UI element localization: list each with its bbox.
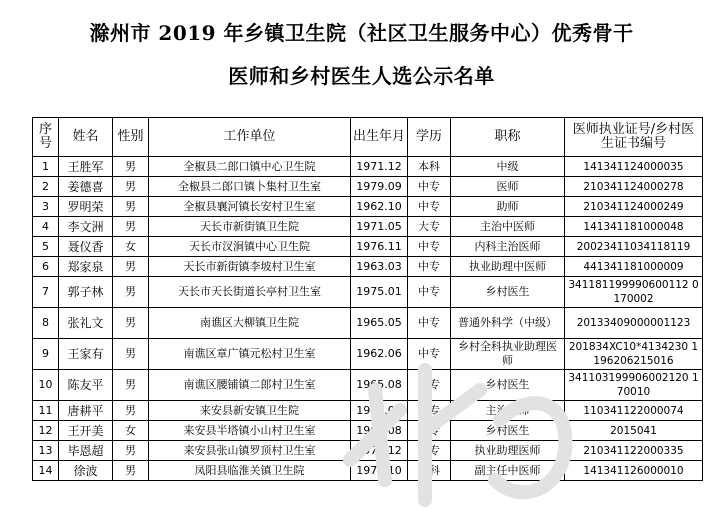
cell-seq: 12 (33, 421, 59, 441)
cell-title: 助师 (451, 197, 565, 217)
table-row (33, 197, 703, 217)
table-row (33, 277, 703, 308)
cell-workplace: 天长市新街镇李坡村卫生室 (149, 257, 351, 277)
cell-cert: 341181199990600112 0170002 (565, 277, 703, 308)
cell-title: 乡村医生 (451, 370, 565, 401)
table-row (33, 308, 703, 339)
cell-cert: 110341122000074 (565, 401, 703, 421)
cell-title: 乡村医生 (451, 277, 565, 308)
cell-name: 徐波 (59, 461, 113, 481)
cell-cert: 210341124000249 (565, 197, 703, 217)
cell-birth: 1979.09 (351, 177, 408, 197)
cell-gender: 男 (113, 441, 149, 461)
cell-workplace: 天长市新街镇卫生院 (149, 217, 351, 237)
cell-birth: 1975.01 (351, 277, 408, 308)
cell-seq: 9 (33, 339, 59, 370)
cell-education: 中专 (408, 277, 451, 308)
table-row (33, 217, 703, 237)
header-name: 姓名 (59, 118, 113, 157)
cell-education: 本科 (408, 157, 451, 177)
cell-gender: 男 (113, 461, 149, 481)
cell-gender: 男 (113, 401, 149, 421)
cell-seq: 10 (33, 370, 59, 401)
cell-birth: 1969.08 (351, 421, 408, 441)
cell-gender: 男 (113, 197, 149, 217)
cell-gender: 男 (113, 339, 149, 370)
table-row (33, 370, 703, 401)
cell-workplace: 南谯区章广镇元松村卫生室 (149, 339, 351, 370)
cell-cert: 210341124000278 (565, 177, 703, 197)
cell-title: 执业助理中医师 (451, 257, 565, 277)
cell-cert: 20133409000001123 (565, 308, 703, 339)
cell-workplace: 来安县半塔镇小山村卫生室 (149, 421, 351, 441)
header-cert: 医师执业证号/乡村医生证书编号 (565, 118, 703, 157)
cell-seq: 6 (33, 257, 59, 277)
header-title: 职称 (451, 118, 565, 157)
cell-title: 主治医师 (451, 401, 565, 421)
cell-name: 毕恩超 (59, 441, 113, 461)
cell-cert: 141341124000035 (565, 157, 703, 177)
cell-title: 内科主治医师 (451, 237, 565, 257)
cell-name: 李文洲 (59, 217, 113, 237)
cell-title: 副主任中医师 (451, 461, 565, 481)
cell-cert: 441341181000009 (565, 257, 703, 277)
cell-name: 张礼文 (59, 308, 113, 339)
cell-cert: 20023411034118119 (565, 237, 703, 257)
cell-name: 陈友平 (59, 370, 113, 401)
cell-gender: 男 (113, 308, 149, 339)
cell-education: 中专 (408, 339, 451, 370)
cell-education: 中专 (408, 308, 451, 339)
cell-workplace: 天长市天长街道长亭村卫生室 (149, 277, 351, 308)
cell-workplace: 全椒县襄河镇长安村卫生室 (149, 197, 351, 217)
cell-seq: 4 (33, 217, 59, 237)
table-row (33, 157, 703, 177)
cell-workplace: 天长市汊涧镇中心卫生院 (149, 237, 351, 257)
cell-education: 中专 (408, 421, 451, 441)
table-row (33, 257, 703, 277)
cell-seq: 3 (33, 197, 59, 217)
cell-birth: 1965.02 (351, 401, 408, 421)
header-education: 学历 (408, 118, 451, 157)
cell-name: 郭子林 (59, 277, 113, 308)
cell-birth: 1962.10 (351, 197, 408, 217)
cell-seq: 7 (33, 277, 59, 308)
cell-education: 中专 (408, 257, 451, 277)
cell-workplace: 南谯区大柳镇卫生院 (149, 308, 351, 339)
cell-seq: 11 (33, 401, 59, 421)
cell-gender: 女 (113, 421, 149, 441)
cell-seq: 14 (33, 461, 59, 481)
cell-cert: 141341181000048 (565, 217, 703, 237)
cell-gender: 男 (113, 370, 149, 401)
header-seq: 序号 (33, 118, 59, 157)
header-birth: 出生年月 (351, 118, 408, 157)
cell-title: 乡村全科执业助理医师 (451, 339, 565, 370)
table-row (33, 441, 703, 461)
table-row (33, 461, 703, 481)
document-title-line-2: 医师和乡村医生人选公示名单 (228, 64, 495, 88)
candidate-roster-table (32, 117, 703, 481)
header-gender: 性别 (113, 118, 149, 157)
cell-education: 中专 (408, 197, 451, 217)
cell-gender: 男 (113, 257, 149, 277)
cell-gender: 男 (113, 217, 149, 237)
table-row (33, 339, 703, 370)
cell-gender: 女 (113, 237, 149, 257)
cell-title: 主治中医师 (451, 217, 565, 237)
cell-cert: 2015041 (565, 421, 703, 441)
cell-education: 本科 (408, 461, 451, 481)
cell-title: 普通外科学（中级） (451, 308, 565, 339)
table-row (33, 237, 703, 257)
cell-name: 唐耕平 (59, 401, 113, 421)
cell-name: 王胜军 (59, 157, 113, 177)
cell-cert: 341103199906002120 170010 (565, 370, 703, 401)
cell-cert: 201834XC10*4134230 1196206215016 (565, 339, 703, 370)
table-body (33, 157, 703, 481)
cell-seq: 8 (33, 308, 59, 339)
cell-cert: 141341126000010 (565, 461, 703, 481)
cell-workplace: 南谯区腰铺镇二郎村卫生室 (149, 370, 351, 401)
cell-birth: 1971.10 (351, 461, 408, 481)
cell-name: 聂仪香 (59, 237, 113, 257)
cell-name: 姜德喜 (59, 177, 113, 197)
table-header-row (33, 118, 703, 157)
cell-title: 乡村医生 (451, 421, 565, 441)
cell-education: 中专 (408, 237, 451, 257)
cell-birth: 1971.12 (351, 157, 408, 177)
cell-seq: 5 (33, 237, 59, 257)
table-row (33, 401, 703, 421)
cell-education: 中专 (408, 177, 451, 197)
cell-name: 王开美 (59, 421, 113, 441)
cell-birth: 1970.12 (351, 441, 408, 461)
cell-birth: 1971.05 (351, 217, 408, 237)
cell-birth: 1965.05 (351, 308, 408, 339)
cell-workplace: 全椒县二郎口镇卜集村卫生室 (149, 177, 351, 197)
table-row (33, 421, 703, 441)
document-title-line-1: 滁州市 2019 年乡镇卫生院（社区卫生服务中心）优秀骨干 (89, 21, 634, 45)
cell-workplace: 来安县张山镇罗顶村卫生室 (149, 441, 351, 461)
cell-birth: 1965.08 (351, 370, 408, 401)
cell-education: 大专 (408, 217, 451, 237)
cell-workplace: 全椒县二郎口镇中心卫生院 (149, 157, 351, 177)
cell-education: 大专 (408, 441, 451, 461)
cell-name: 王家有 (59, 339, 113, 370)
cell-name: 郑家泉 (59, 257, 113, 277)
cell-birth: 1963.03 (351, 257, 408, 277)
cell-seq: 2 (33, 177, 59, 197)
cell-title: 医师 (451, 177, 565, 197)
cell-workplace: 来安县新安镇卫生院 (149, 401, 351, 421)
cell-seq: 1 (33, 157, 59, 177)
table-row (33, 177, 703, 197)
cell-birth: 1962.06 (351, 339, 408, 370)
cell-seq: 13 (33, 441, 59, 461)
cell-name: 罗明荣 (59, 197, 113, 217)
cell-title: 中级 (451, 157, 565, 177)
cell-gender: 男 (113, 277, 149, 308)
cell-cert: 210341122000335 (565, 441, 703, 461)
cell-gender: 男 (113, 177, 149, 197)
cell-workplace: 凤阳县临淮关镇卫生院 (149, 461, 351, 481)
cell-education: 中专 (408, 401, 451, 421)
cell-birth: 1976.11 (351, 237, 408, 257)
cell-education: 中专 (408, 370, 451, 401)
cell-title: 执业助理医师 (451, 441, 565, 461)
cell-gender: 男 (113, 157, 149, 177)
header-workplace: 工作单位 (149, 118, 351, 157)
